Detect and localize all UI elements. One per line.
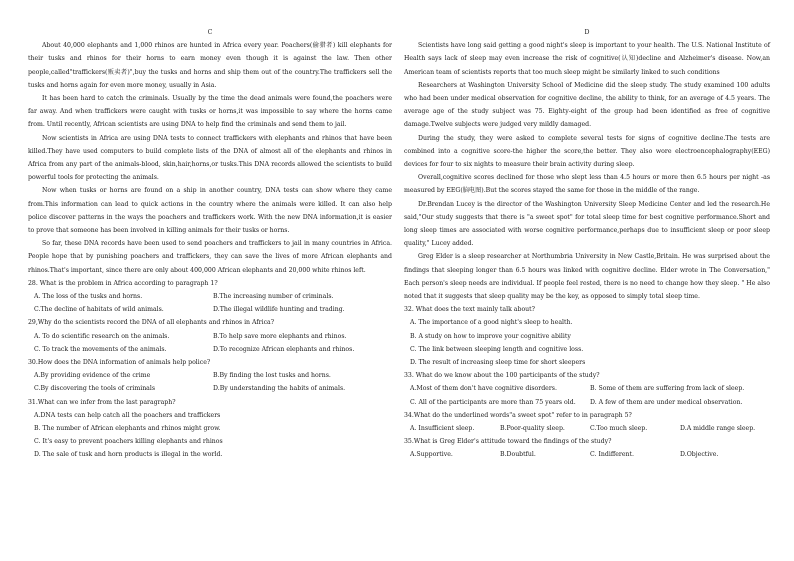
option: C. It's easy to prevent poachers killing elephants and rhinos: [34, 438, 223, 446]
option: B. Some of them are suffering from lack of sleep.: [590, 385, 745, 393]
option: D. The sale of tusk and horn products is illegal in the world.: [34, 451, 223, 459]
option: A. The loss of the tusks and horns.: [34, 293, 143, 301]
option: B.Poor-quality sleep.: [500, 425, 565, 433]
question-31-options: [28, 409, 392, 462]
option: B. A study on how to improve your cognitive ability: [410, 332, 571, 340]
option: B.Doubtful.: [500, 451, 536, 459]
option: D.The illegal wildlife hunting and trading.: [213, 306, 345, 314]
option: D.Objective.: [680, 451, 719, 459]
question-34-options: [404, 422, 770, 435]
section-d-heading: D: [584, 29, 590, 36]
question-28: 28. What is the problem in Africa according to paragraph 1?: [28, 279, 218, 287]
option: D.To recognize African elephants and rhinos.: [213, 345, 355, 353]
option: B. The number of African elephants and rhinos might grow.: [34, 425, 221, 433]
option: C. The link between sleeping length and cognitive loss.: [410, 345, 584, 353]
option: C. To track the movements of the animals.: [34, 345, 167, 353]
question-29-options: [28, 330, 392, 356]
passage-d-paragraph: Researchers at Washington University School of Medicine did the sleep study. The study examined 100 adults who had been under medical observation for cognitive decline, the ability to think, for an average of 4.5 years. The average age of the study subject was 75. Eighty-eight of the group had been identified as free of cognitive damage.Twelve subjects were judged very mildly damaged.: [404, 81, 770, 129]
option: D.A middle range sleep.: [680, 425, 756, 433]
passage-c-paragraph: Now scientists in Africa are using DNA tests to connect traffickers with elephants and rhinos that have been killed.They have used computers to build complete lists of the DNA of almost all of the elephants and rhinos in Africa from any part of the animals-blood, skin,hair,horns,or tusks.This DNA records allowed the scientists to build powerful tools for protecting the animals.: [28, 134, 392, 182]
question-33: 33. What do we know about the 100 participants of the study?: [404, 372, 600, 380]
option: A.By providing evidence of the crime: [34, 372, 151, 380]
option: A. Insufficient sleep.: [410, 425, 475, 433]
passage-d-paragraph: During the study, they were asked to complete several tests for signs of cognitive decline.The tests are combined into a cognitive score-the higher the score,the better. They also wore electroencephalography(EEG) devices for four to six nights to measure their brain activity during sleep.: [404, 134, 770, 169]
option: A.Most of them don't have cognitive disorders.: [410, 385, 557, 393]
passage-d-paragraph: Greg Elder is a sleep researcher at Northumbria University in New Castle,Britain. He was surprised about the findings that sleeping longer than 6.5 hours was linked with cognitive decline. Elder wrote in The Conversation," Each person's sleep needs are individual. If people feel rested, there is no need to change how they sleep. " He also noted that it suggests that sleep quality may be the key, as opposed to simply total sleep time.: [404, 253, 770, 301]
passage-c-paragraph: About 40,000 elephants and 1,000 rhinos are hunted in Africa every year. Poachers(偷猎者) kill elephants for their tusks and rhinos for their horns to earn money even though it is against the law. Then other people,called"traffickers(贩卖者)",buy the tusks and horns and ship them out of the country.The traffickers sell the tusks and horns again for even more money, usually in Asia.: [28, 42, 392, 89]
option: C.The decline of habitats of wild animals.: [34, 306, 164, 314]
option: C.Too much sleep.: [590, 425, 648, 433]
passage-d-paragraph: Scientists have long said getting a good night's sleep is important to your health. The U.S. National Institute of Health says lack of sleep may even increase the risk of cognitive(认知)decline and Alzheimer's disease. Now,an American team of scientists reports that too much sleep might be similarly linked to such conditions: [404, 42, 770, 76]
passage-c-paragraph: It has been hard to catch the criminals. Usually by the time the dead animals were found,the poachers were far away. And when traffickers were caught with tusks or horns,it was impossible to say where the horns came from. Until recently, African scientists are using DNA to help find the criminals and send them to jail.: [28, 95, 392, 129]
option: B.By finding the lost tusks and horns.: [213, 372, 331, 380]
question-35: 35.What is Greg Elder's attitude toward the findings of the study?: [404, 438, 612, 446]
passage-c-paragraph: So far, these DNA records have been used to send poachers and traffickers to jail in many countries in Africa. People hope that by punishing poachers and traffickers, they can save the lives of more African elephants and rhinos.That's important, since there are only about 400,000 African elephants and 20,000 white rhinos left.: [28, 240, 392, 274]
option: D.By understanding the habits of animals.: [213, 385, 346, 393]
question-34: 34.What do the underlined words"a sweet spot" refer to in paragraph 5?: [404, 411, 632, 419]
option: D. The result of increasing sleep time for short sleepers: [410, 359, 586, 367]
question-30-options: [28, 369, 392, 395]
section-c-heading: C: [207, 29, 213, 36]
passage-c-paragraph: Now when tusks or horns are found on a ship in another country, DNA tests can show where they came from.This information can lead to quick actions in the country where the animals were killed. It can also help police discover patterns in the ways the poachers and traffickers work. With the new DNA information,it is easier to prove that someone has been involved in killing animals for their tusks or horns.: [28, 187, 392, 235]
passage-d-column: [404, 26, 770, 462]
question-35-options: [404, 448, 770, 461]
passage-d-paragraph: Dr.Brendan Lucey is the director of the Washington University Sleep Medicine Center and led the research.He said,"Our study suggests that there is "a sweet spot" for total sleep time for best cognitive performance.Short and long sleep times are associated with worse cognitive performance,perhaps due to insufficient sleep or poor sleep quality," Lucey added.: [404, 200, 770, 248]
option: A. The importance of a good night's sleep to health.: [410, 319, 573, 327]
option: A. To do scientific research on the animals.: [34, 332, 170, 340]
question-28-options: [28, 290, 392, 316]
option: B.The increasing number of criminals.: [213, 293, 334, 301]
passage-c-column: [28, 26, 392, 462]
question-30: 30.How does the DNA information of animals help police?: [28, 359, 211, 367]
question-32-options: [404, 316, 770, 369]
option: C.By discovering the tools of criminals: [34, 385, 156, 393]
question-31: 31.What can we infer from the last paragraph?: [28, 398, 176, 406]
option: C. All of the participants are more than 75 years old.: [410, 398, 576, 406]
question-33-options: [404, 382, 770, 408]
question-29: 29,Why do the scientists record the DNA of all elephants and rhinos in Africa?: [28, 319, 275, 327]
option: B.To help save more elephants and rhinos.: [213, 332, 347, 340]
option: C. Indifferent.: [590, 451, 634, 459]
option: A.Supportive.: [410, 451, 453, 459]
passage-d-paragraph: Overall,cognitive scores declined for those who slept less than 4.5 hours or more then 6.5 hours per night -as measured by EEG(脑电图).But the scores stayed the same for those in the middle of the range.: [404, 174, 770, 195]
option: D. A few of them are under medical observation.: [590, 398, 743, 406]
question-32: 32. What does the text mainly talk about?: [404, 306, 535, 314]
option: A.DNA tests can help catch all the poachers and traffickers: [34, 411, 221, 419]
